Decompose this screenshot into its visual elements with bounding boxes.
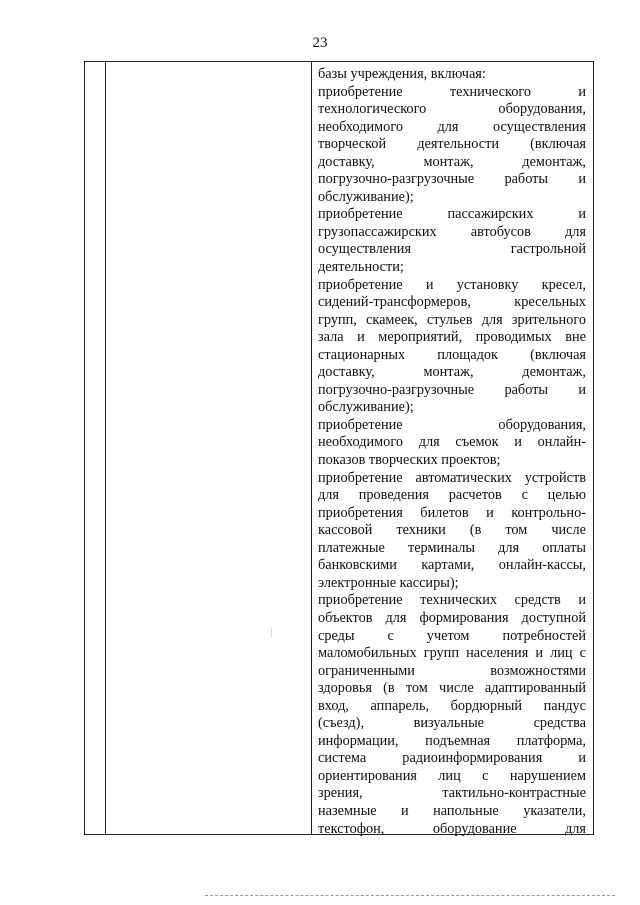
- text-line: групп, скамеек, стульев для зрительного: [318, 311, 586, 328]
- text-line: приобретение и установку кресел,: [318, 276, 586, 293]
- text-line: здоровья (в том числе адаптированный: [318, 680, 586, 697]
- column-divider: [105, 62, 106, 834]
- text-line: сидений-трансформеров, кресельных: [318, 294, 586, 311]
- text-line: наземные и напольные указатели,: [318, 802, 586, 819]
- text-line: обслуживание);: [318, 188, 414, 205]
- text-line: объектов для формирования доступной: [318, 609, 586, 626]
- text-line: погрузочно-разгрузочные работы и: [318, 381, 586, 398]
- text-line: ограниченными возможностями: [318, 662, 586, 679]
- text-line: текстофон, оборудование для: [318, 820, 586, 837]
- text-line: приобретение технических средств и: [318, 592, 586, 609]
- text-line: базы учреждения, включая:: [318, 66, 486, 82]
- text-line: для проведения расчетов с целью: [318, 487, 586, 504]
- text-line: электронные кассиры);: [318, 574, 459, 591]
- document-table: [84, 61, 594, 835]
- text-line: ориентирования лиц с нарушением: [318, 767, 586, 784]
- text-line: приобретение автоматических устройств: [318, 469, 586, 486]
- text-line: платежные терминалы для оплаты: [318, 539, 586, 556]
- text-line: стационарных площадок (включая: [318, 346, 586, 363]
- text-line: деятельности;: [318, 259, 404, 276]
- text-line: среды с учетом потребностей: [318, 627, 586, 644]
- scan-edge-line: [205, 895, 615, 896]
- text-line: информации, подъемная платформа,: [318, 732, 586, 749]
- text-line: творческой деятельности (включая: [318, 136, 586, 153]
- text-line: показов творческих проектов;: [318, 452, 501, 469]
- text-line: грузопассажирских автобусов для: [318, 223, 586, 240]
- text-line: доставку, монтаж, демонтаж,: [318, 153, 586, 170]
- text-line: система радиоинформирования и: [318, 750, 586, 767]
- text-line: доставку, монтаж, демонтаж,: [318, 364, 586, 381]
- page-number: 23: [312, 35, 328, 51]
- scan-speck: [271, 628, 272, 638]
- table-cell-text: [318, 66, 586, 838]
- text-line: погрузочно-разгрузочные работы и: [318, 171, 586, 188]
- text-line: кассовой техники (в том числе: [318, 522, 586, 539]
- text-line: зала и мероприятий, проводимых вне: [318, 329, 586, 346]
- text-line: приобретение технического и: [318, 83, 586, 100]
- text-line: маломобильных групп населения и лиц с: [318, 645, 586, 662]
- text-line: необходимого для съемок и онлайн-: [318, 434, 586, 451]
- text-line: вход, аппарель, бордюрный пандус: [318, 697, 586, 714]
- text-line: технологического оборудования,: [318, 101, 586, 118]
- text-line: банковскими картами, онлайн-кассы,: [318, 557, 586, 574]
- text-line: обслуживание);: [318, 399, 414, 416]
- text-line: приобретение пассажирских и: [318, 206, 586, 223]
- column-divider: [311, 62, 312, 834]
- text-line: необходимого для осуществления: [318, 118, 586, 135]
- text-line: зрения, тактильно-контрастные: [318, 785, 586, 802]
- text-line: приобретение оборудования,: [318, 416, 586, 433]
- text-line: (съезд), визуальные средства: [318, 715, 586, 732]
- text-line: приобретения билетов и контрольно-: [318, 504, 586, 521]
- text-line: осуществления гастрольной: [318, 241, 586, 258]
